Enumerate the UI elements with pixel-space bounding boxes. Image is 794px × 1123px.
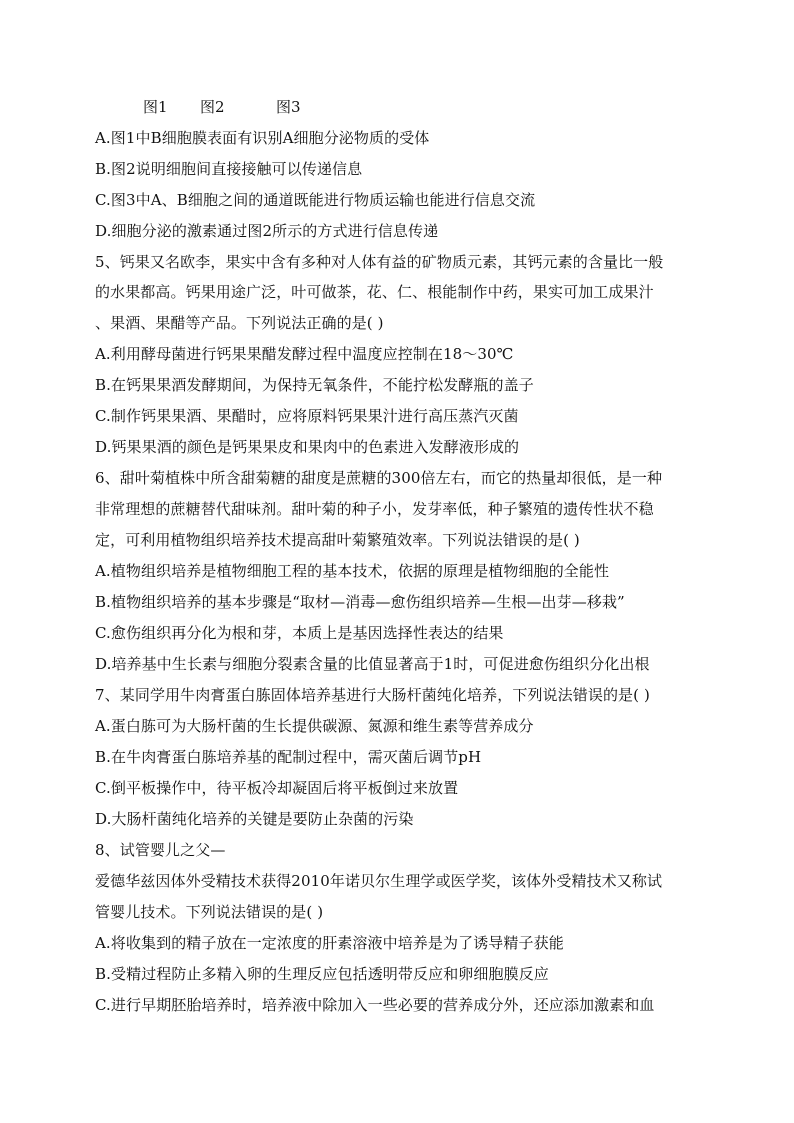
text-line: D.细胞分泌的激素通过图2所示的方式进行信息传递 [95,222,439,240]
text-line: B.植物组织培养的基本步骤是“取材—消毒—愈伤组织培养—生根—出芽—移栽” [95,593,625,611]
text-line: 管婴儿技术。下列说法错误的是( ) [95,903,324,921]
text-line: 8、试管婴儿之父— [95,841,226,859]
text-line: B.在牛肉膏蛋白胨培养基的配制过程中，需灭菌后调节pH [95,748,482,766]
text-line: B.在钙果果酒发酵期间，为保持无氧条件，不能拧松发酵瓶的盖子 [95,376,534,394]
text-line: A.利用酵母菌进行钙果果醋发酵过程中温度应控制在18～30℃ [95,345,514,363]
text-line: C.进行早期胚胎培养时，培养液中除加入一些必要的营养成分外，还应添加激素和血 [95,996,655,1014]
text-line: B.图2说明细胞间直接接触可以传递信息 [95,160,363,178]
text-line: 爱德华兹因体外受精技术获得2010年诺贝尔生理学或医学奖，该体外受精技术又称试 [95,872,663,890]
figure-caption-1: 图1 [143,98,168,116]
text-line: B.受精过程防止多精入卵的生理反应包括透明带反应和卵细胞膜反应 [95,965,549,983]
text-line: D.钙果果酒的颜色是钙果果皮和果肉中的色素进入发酵液形成的 [95,438,520,456]
text-line: C.制作钙果果酒、果醋时，应将原料钙果果汁进行高压蒸汽灭菌 [95,407,519,425]
text-line: 定，可利用植物组织培养技术提高甜叶菊繁殖效率。下列说法错误的是( ) [95,531,580,549]
text-line: 、果酒、果醋等产品。下列说法正确的是( ) [95,314,384,332]
text-line: 的水果都高。钙果用途广泛，叶可做茶，花、仁、根能制作中药，果实可加工成果汁 [95,283,654,301]
text-line: A.图1中B细胞膜表面有识别A细胞分泌物质的受体 [95,129,430,147]
figure-caption-3: 图3 [276,98,301,116]
figure-captions [0,96,794,118]
text-line: 5、钙果又名欧李，果实中含有多种对人体有益的矿物质元素，其钙元素的含量比一般 [95,253,664,271]
text-line: C.倒平板操作中，待平板冷却凝固后将平板倒过来放置 [95,779,459,797]
text-line: 非常理想的蔗糖替代甜味剂。甜叶菊的种子小，发芽率低，种子繁殖的遗传性状不稳 [95,500,654,518]
text-line: A.将收集到的精子放在一定浓度的肝素溶液中培养是为了诱导精子获能 [95,934,564,952]
text-line: C.图3中A、B细胞之间的通道既能进行物质运输也能进行信息交流 [95,191,536,209]
text-line: 7、某同学用牛肉膏蛋白胨固体培养基进行大肠杆菌纯化培养，下列说法错误的是( ) [95,686,650,704]
figure-caption-2: 图2 [200,98,225,116]
text-line: 6、甜叶菊植株中所含甜菊糖的甜度是蔗糖的300倍左右，而它的热量却很低，是一种 [95,469,663,487]
text-line: D.大肠杆菌纯化培养的关键是要防止杂菌的污染 [95,810,414,828]
text-line: D.培养基中生长素与细胞分裂素含量的比值显著高于1时，可促进愈伤组织分化出根 [95,655,650,673]
text-line: C.愈伤组织再分化为根和芽，本质上是基因选择性表达的结果 [95,624,504,642]
text-line: A.蛋白胨可为大肠杆菌的生长提供碳源、氮源和维生素等营养成分 [95,717,534,735]
text-line: A.植物组织培养是植物细胞工程的基本技术，依据的原理是植物细胞的全能性 [95,562,610,580]
